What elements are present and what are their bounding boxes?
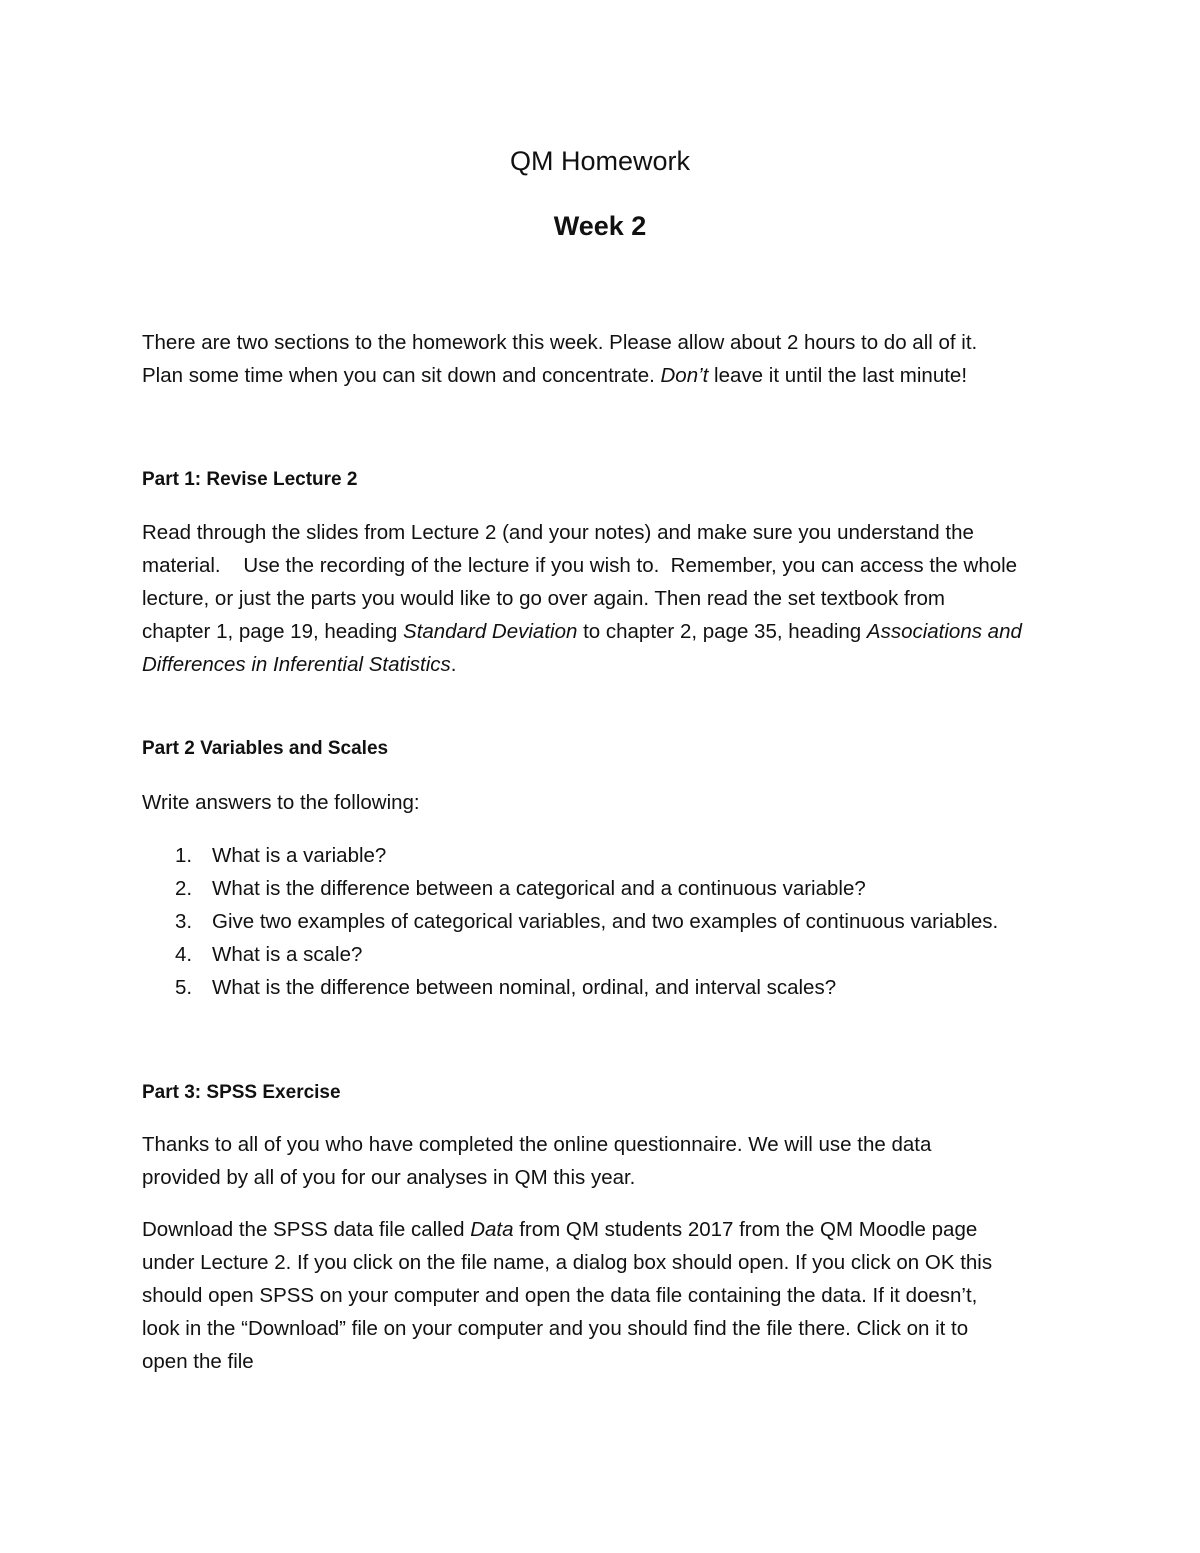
part1-line-2: material. Use the recording of the lecture if you wish to. Remember, you can access the whole: [142, 554, 1018, 577]
list-item: [142, 839, 998, 872]
question-list: [142, 839, 998, 1004]
list-text: What is a scale?: [212, 943, 363, 966]
list-text: What is the difference between nominal, ordinal, and interval scales?: [212, 976, 837, 999]
list-number: 4.: [175, 943, 193, 966]
part1-text-end: .: [450, 653, 457, 676]
part3-p2-line-2: under Lecture 2. If you click on the file name, a dialog box should open. If you click on OK this: [142, 1251, 993, 1274]
list-text: What is a variable?: [212, 844, 387, 867]
list-item: [142, 905, 998, 938]
page-subtitle: Week 2: [553, 211, 647, 241]
part3-p2-line-4: look in the “Download” file on your computer and you should find the file there. Click on it to: [142, 1317, 969, 1340]
part1-paragraph: [142, 516, 1072, 681]
part1-emphasis-3: Differences in Inferential Statistics: [142, 653, 451, 676]
part3-paragraph-1: [142, 1128, 1072, 1194]
part1-text-2: to chapter 2, page 35, heading: [577, 620, 867, 643]
part3-p2-line-5: open the file: [142, 1350, 254, 1373]
part3-text: Download the SPSS data file called: [142, 1218, 471, 1241]
part1-line-1: Read through the slides from Lecture 2 (and your notes) and make sure you understand the: [142, 521, 974, 544]
intro-paragraph: [142, 326, 1072, 392]
part3-p1-line-1: Thanks to all of you who have completed the online questionnaire. We will use the data: [142, 1133, 932, 1156]
part3-paragraph-2: [142, 1213, 1072, 1378]
list-number: 3.: [175, 910, 193, 933]
part1-text: chapter 1, page 19, heading: [142, 620, 404, 643]
list-item: [142, 872, 998, 905]
part1-line-5: [142, 648, 1072, 681]
intro-line-1: There are two sections to the homework this week. Please allow about 2 hours to do all of it.: [142, 331, 978, 354]
part3-text-2: from QM students 2017 from the QM Moodle page: [513, 1218, 978, 1241]
part1-line-3: lecture, or just the parts you would like to go over again. Then read the set textbook from: [142, 587, 945, 610]
intro-text: Plan some time when you can sit down and concentrate.: [142, 364, 661, 387]
intro-emphasis: Don’t: [660, 364, 709, 387]
part2-prompt: Write answers to the following:: [142, 791, 420, 814]
part2-heading: Part 2 Variables and Scales: [142, 738, 389, 759]
part3-heading: Part 3: SPSS Exercise: [142, 1082, 341, 1103]
list-number: 1.: [175, 844, 193, 867]
list-item: [142, 938, 998, 971]
part1-line-4: [142, 615, 1072, 648]
intro-text-end: leave it until the last minute!: [708, 364, 968, 387]
part1-heading: Part 1: Revise Lecture 2: [142, 469, 358, 490]
part3-emphasis: Data: [470, 1218, 514, 1241]
part3-p2-line-1: [142, 1213, 1072, 1246]
list-text: What is the difference between a categorical and a continuous variable?: [212, 877, 866, 900]
intro-line-2: [142, 359, 1072, 392]
part1-emphasis-1: Standard Deviation: [403, 620, 578, 643]
part1-emphasis-2: Associations and: [866, 620, 1022, 643]
list-text: Give two examples of categorical variables, and two examples of continuous variables.: [212, 910, 999, 933]
part3-p2-line-3: should open SPSS on your computer and open the data file containing the data. If it doesn’t,: [142, 1284, 978, 1307]
list-number: 5.: [175, 976, 193, 999]
list-number: 2.: [175, 877, 193, 900]
list-item: [142, 971, 998, 1004]
page-title: QM Homework: [509, 146, 691, 176]
part3-p1-line-2: provided by all of you for our analyses in QM this year.: [142, 1166, 636, 1189]
